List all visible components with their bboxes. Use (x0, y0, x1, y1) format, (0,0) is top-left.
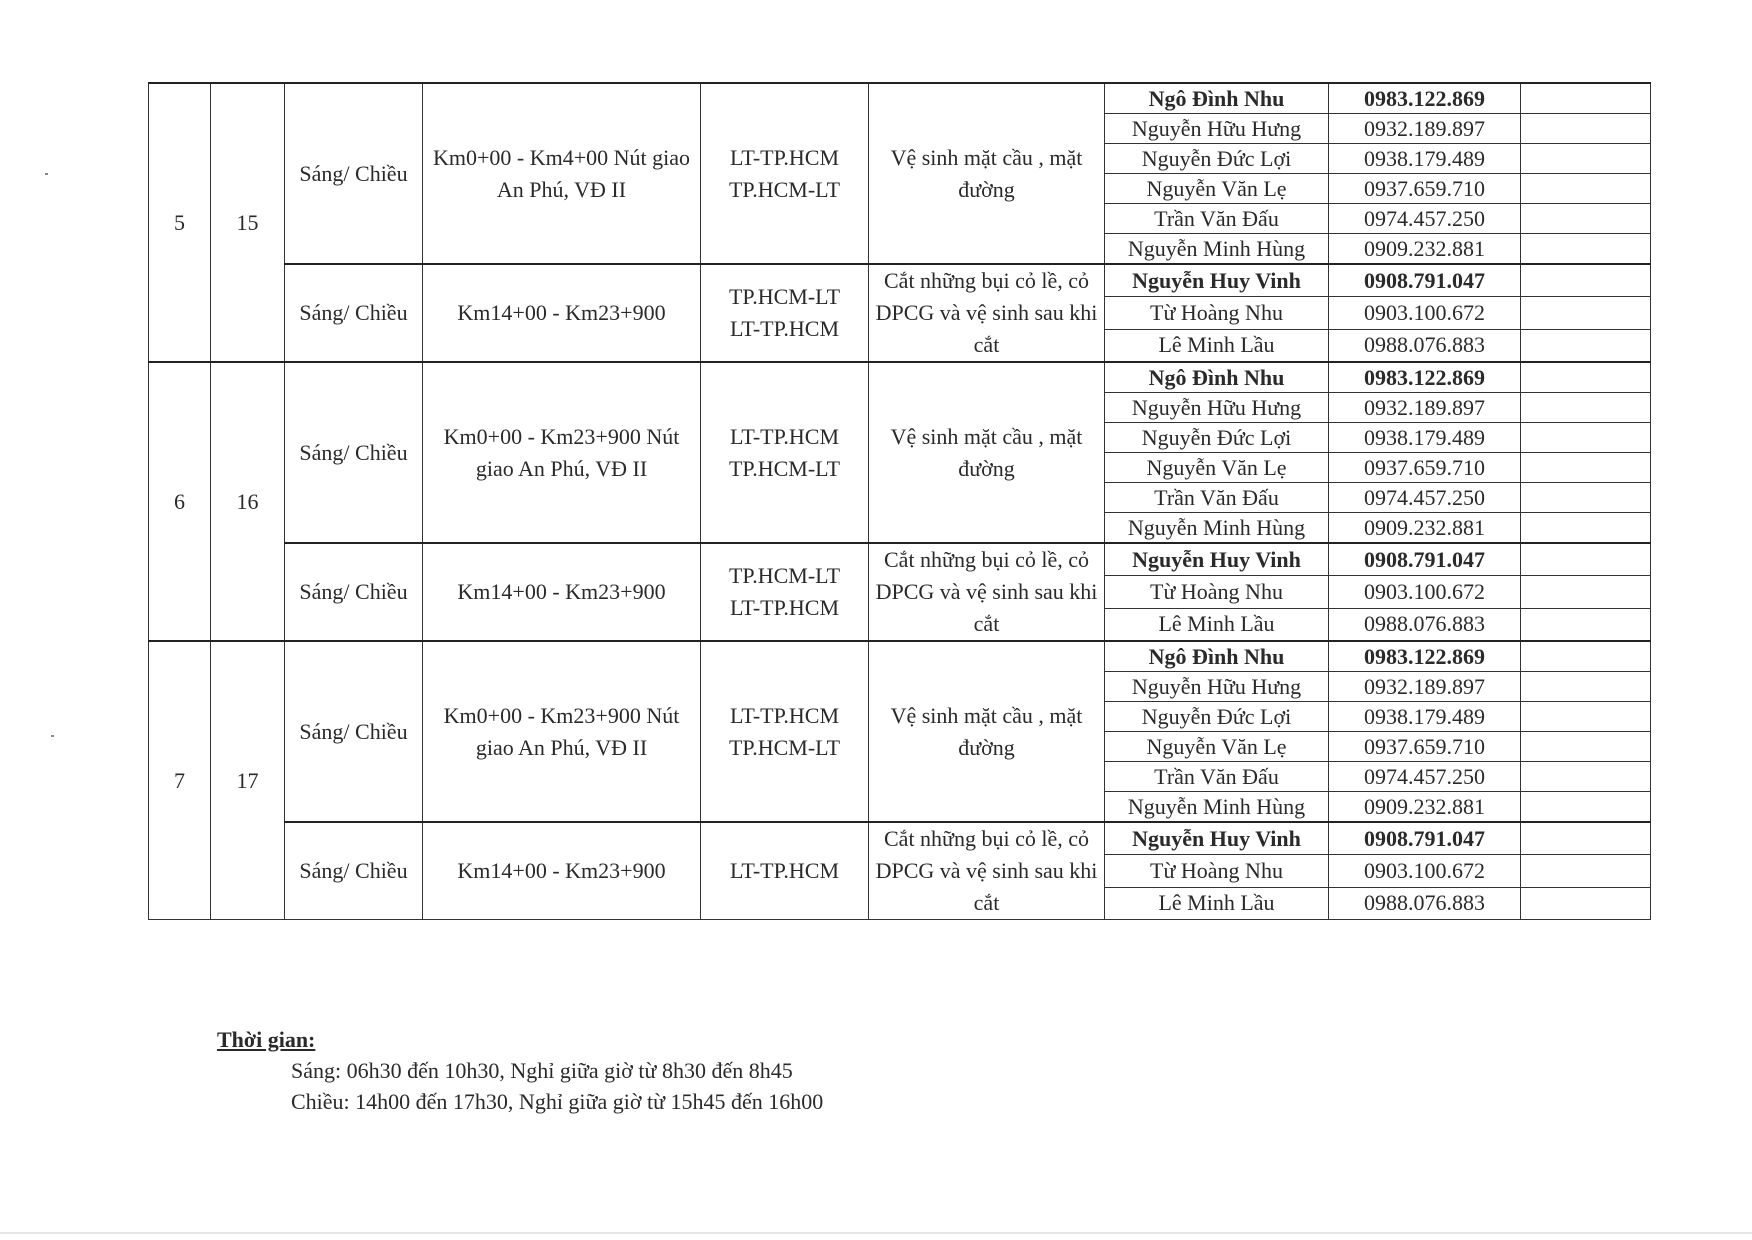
extra-cell (1521, 264, 1651, 297)
table-row (149, 543, 1651, 576)
contact-phone: 0909.232.881 (1329, 234, 1521, 265)
contact-name: Nguyễn Minh Hùng (1105, 234, 1329, 265)
table-row (149, 362, 1651, 393)
direction-line: LT-TP.HCM (729, 858, 840, 883)
direction-line: LT-TP.HCM (729, 144, 840, 170)
work-cell: Vệ sinh mặt cầu , mặt đường (869, 83, 1105, 264)
scan-speck (51, 735, 54, 737)
contact-phone: 0909.232.881 (1329, 513, 1521, 544)
shift-cell: Sáng/ Chiều (285, 264, 423, 362)
contact-name: Nguyễn Hữu Hưng (1105, 114, 1329, 144)
contact-name: Lê Minh Lầu (1105, 887, 1329, 919)
extra-cell (1521, 641, 1651, 672)
contact-name: Trần Văn Đấu (1105, 762, 1329, 792)
contact-phone: 0983.122.869 (1329, 362, 1521, 393)
time-notes (217, 1024, 823, 1117)
direction-line: LT-TP.HCM (729, 702, 840, 728)
contact-phone: 0938.179.489 (1329, 144, 1521, 174)
route-cell: Km14+00 - Km23+900 (423, 264, 701, 362)
extra-cell (1521, 576, 1651, 608)
extra-cell (1521, 114, 1651, 144)
contact-name: Nguyễn Hữu Hưng (1105, 393, 1329, 423)
contact-phone: 0932.189.897 (1329, 114, 1521, 144)
contact-phone: 0908.791.047 (1329, 822, 1521, 855)
extra-cell (1521, 822, 1651, 855)
extra-cell (1521, 393, 1651, 423)
stt-cell: 7 (149, 641, 211, 920)
route-cell: Km0+00 - Km23+900 Nút giao An Phú, VĐ II (423, 362, 701, 543)
direction-cell (701, 362, 869, 543)
table-row (149, 641, 1651, 672)
contact-name: Nguyễn Đức Lợi (1105, 702, 1329, 732)
contact-name: Ngô Đình Nhu (1105, 362, 1329, 393)
contact-name: Từ Hoàng Nhu (1105, 297, 1329, 329)
shift-cell: Sáng/ Chiều (285, 543, 423, 641)
contact-phone: 0938.179.489 (1329, 423, 1521, 453)
table-row (149, 822, 1651, 855)
contact-name: Nguyễn Minh Hùng (1105, 513, 1329, 544)
contact-name: Nguyễn Minh Hùng (1105, 792, 1329, 823)
scan-speck (45, 173, 48, 175)
contact-name: Từ Hoàng Nhu (1105, 576, 1329, 608)
extra-cell (1521, 362, 1651, 393)
direction-cell (701, 83, 869, 264)
extra-cell (1521, 792, 1651, 823)
extra-cell (1521, 855, 1651, 887)
contact-phone: 0983.122.869 (1329, 83, 1521, 114)
day-cell: 17 (211, 641, 285, 920)
route-cell: Km14+00 - Km23+900 (423, 543, 701, 641)
direction-cell (701, 264, 869, 362)
direction-cell (701, 543, 869, 641)
contact-phone: 0909.232.881 (1329, 792, 1521, 823)
extra-cell (1521, 483, 1651, 513)
direction-line: TP.HCM-LT (728, 563, 841, 588)
direction-line: LT-TP.HCM (729, 595, 840, 620)
direction-line: TP.HCM-LT (728, 284, 841, 309)
direction-cell (701, 641, 869, 822)
contact-phone: 0988.076.883 (1329, 608, 1521, 641)
contact-phone: 0974.457.250 (1329, 483, 1521, 513)
route-cell: Km0+00 - Km4+00 Nút giao An Phú, VĐ II (423, 83, 701, 264)
notes-line-morning: Sáng: 06h30 đến 10h30, Nghỉ giữa giờ từ 8h30 đến 8h45 (291, 1058, 793, 1083)
contact-phone: 0908.791.047 (1329, 264, 1521, 297)
table-row (149, 264, 1651, 297)
contact-name: Nguyễn Đức Lợi (1105, 423, 1329, 453)
contact-name: Trần Văn Đấu (1105, 204, 1329, 234)
notes-line-afternoon: Chiều: 14h00 đến 17h30, Nghỉ giữa giờ từ 15h45 đến 16h00 (291, 1089, 824, 1114)
contact-phone: 0974.457.250 (1329, 204, 1521, 234)
contact-name: Từ Hoàng Nhu (1105, 855, 1329, 887)
contact-name: Nguyễn Hữu Hưng (1105, 672, 1329, 702)
direction-line: TP.HCM-LT (728, 734, 841, 760)
contact-phone: 0988.076.883 (1329, 887, 1521, 919)
extra-cell (1521, 83, 1651, 114)
extra-cell (1521, 329, 1651, 362)
work-cell: Cắt những bụi cỏ lề, cỏ DPCG và vệ sinh sau khi cắt (869, 822, 1105, 920)
contact-name: Nguyễn Văn Lẹ (1105, 732, 1329, 762)
contact-phone: 0937.659.710 (1329, 174, 1521, 204)
contact-name: Lê Minh Lầu (1105, 329, 1329, 362)
shift-cell: Sáng/ Chiều (285, 641, 423, 822)
work-cell: Vệ sinh mặt cầu , mặt đường (869, 362, 1105, 543)
extra-cell (1521, 543, 1651, 576)
direction-line: TP.HCM-LT (728, 176, 841, 202)
contact-name: Trần Văn Đấu (1105, 483, 1329, 513)
work-cell: Cắt những bụi cỏ lề, cỏ DPCG và vệ sinh sau khi cắt (869, 543, 1105, 641)
contact-name: Nguyễn Văn Lẹ (1105, 174, 1329, 204)
direction-cell (701, 822, 869, 920)
direction-line: LT-TP.HCM (729, 423, 840, 449)
contact-name: Lê Minh Lầu (1105, 608, 1329, 641)
contact-phone: 0983.122.869 (1329, 641, 1521, 672)
contact-phone: 0903.100.672 (1329, 297, 1521, 329)
extra-cell (1521, 672, 1651, 702)
extra-cell (1521, 297, 1651, 329)
contact-phone: 0937.659.710 (1329, 732, 1521, 762)
contact-name: Nguyễn Đức Lợi (1105, 144, 1329, 174)
contact-phone: 0903.100.672 (1329, 855, 1521, 887)
contact-name: Nguyễn Huy Vinh (1105, 543, 1329, 576)
work-cell: Vệ sinh mặt cầu , mặt đường (869, 641, 1105, 822)
route-cell: Km14+00 - Km23+900 (423, 822, 701, 920)
extra-cell (1521, 204, 1651, 234)
contact-phone: 0932.189.897 (1329, 672, 1521, 702)
contact-name: Ngô Đình Nhu (1105, 641, 1329, 672)
extra-cell (1521, 423, 1651, 453)
route-cell: Km0+00 - Km23+900 Nút giao An Phú, VĐ II (423, 641, 701, 822)
shift-cell: Sáng/ Chiều (285, 822, 423, 920)
extra-cell (1521, 887, 1651, 919)
day-cell: 16 (211, 362, 285, 641)
contact-phone: 0974.457.250 (1329, 762, 1521, 792)
contact-phone: 0938.179.489 (1329, 702, 1521, 732)
notes-heading: Thời gian: (217, 1027, 316, 1052)
contact-name: Ngô Đình Nhu (1105, 83, 1329, 114)
extra-cell (1521, 762, 1651, 792)
work-cell: Cắt những bụi cỏ lề, cỏ DPCG và vệ sinh sau khi cắt (869, 264, 1105, 362)
contact-phone: 0932.189.897 (1329, 393, 1521, 423)
day-cell: 15 (211, 83, 285, 362)
stt-cell: 5 (149, 83, 211, 362)
extra-cell (1521, 234, 1651, 265)
contact-name: Nguyễn Huy Vinh (1105, 264, 1329, 297)
schedule-table (148, 82, 1651, 920)
extra-cell (1521, 608, 1651, 641)
contact-phone: 0937.659.710 (1329, 453, 1521, 483)
shift-cell: Sáng/ Chiều (285, 83, 423, 264)
extra-cell (1521, 732, 1651, 762)
contact-name: Nguyễn Văn Lẹ (1105, 453, 1329, 483)
contact-phone: 0903.100.672 (1329, 576, 1521, 608)
contact-phone: 0988.076.883 (1329, 329, 1521, 362)
contact-phone: 0908.791.047 (1329, 543, 1521, 576)
contact-name: Nguyễn Huy Vinh (1105, 822, 1329, 855)
table-row (149, 83, 1651, 114)
stt-cell: 6 (149, 362, 211, 641)
extra-cell (1521, 174, 1651, 204)
direction-line: LT-TP.HCM (729, 316, 840, 341)
extra-cell (1521, 702, 1651, 732)
direction-line: TP.HCM-LT (728, 455, 841, 481)
extra-cell (1521, 513, 1651, 544)
extra-cell (1521, 453, 1651, 483)
extra-cell (1521, 144, 1651, 174)
scan-edge (0, 1232, 1752, 1234)
shift-cell: Sáng/ Chiều (285, 362, 423, 543)
